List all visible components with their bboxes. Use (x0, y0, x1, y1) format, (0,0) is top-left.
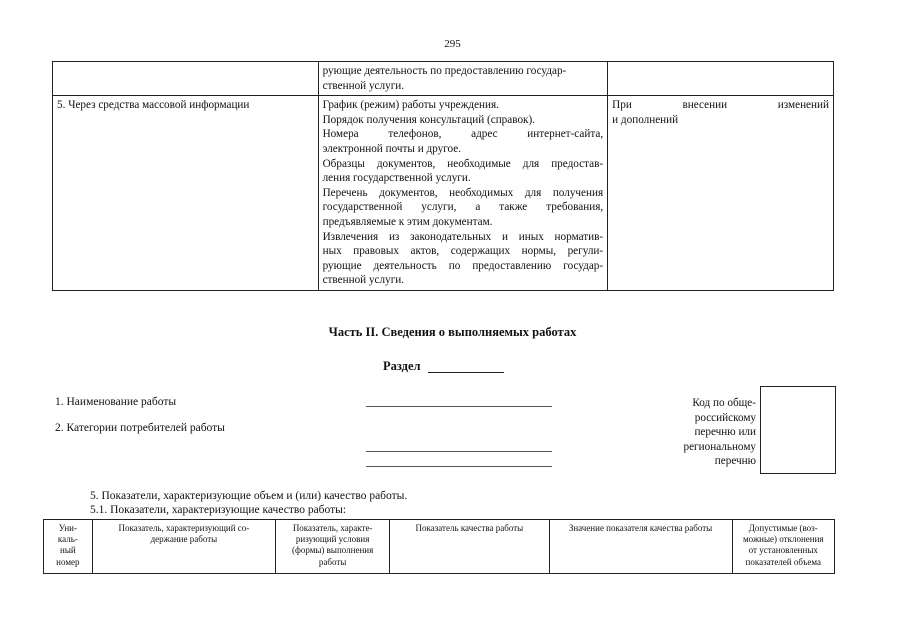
method-cell (53, 62, 319, 96)
section-label: Раздел (383, 359, 421, 373)
header-allowed-deviations: Допустимые (воз- можные) отклонения от установленных показателей объема (732, 520, 834, 574)
content-line: ственной услуги. (322, 79, 405, 92)
table-header-row (44, 520, 835, 574)
quality-table (43, 519, 835, 574)
code-label-line: перечню (714, 455, 756, 468)
header-quality-value: Значение показателя качества работы (549, 520, 732, 574)
consumer-categories-label: 2. Категории потребителей работы (55, 422, 225, 434)
content-line: электронной почты и другое. (322, 142, 462, 155)
content-line: Порядок получения консультаций (справок). (322, 113, 535, 126)
content-line: Номера телефонов, адрес интернет-сайта, (322, 128, 604, 141)
code-box (760, 386, 836, 474)
table-row (53, 96, 834, 291)
content-line: ственной услуги. (322, 274, 405, 287)
content-line: Перечень документов, необходимых для получения (322, 186, 604, 199)
table-row (53, 62, 834, 96)
code-label-line: российскому (694, 411, 756, 424)
frequency-cell (608, 62, 834, 96)
info-table (52, 61, 834, 291)
content-line: государственной услуги, а также требования, (322, 201, 604, 214)
content-line: рующие деятельность по предоставлению государ- (322, 259, 604, 272)
header-content-indicator: Показатель, характеризующий со- держание работы (92, 520, 275, 574)
header-unique-number: Уни- каль- ный номер (44, 520, 93, 574)
content-cell (318, 96, 608, 291)
content-line: Извлечения из законодательных и иных норматив- (322, 230, 604, 243)
quality-indicators-heading: 5.1. Показатели, характеризующие качество работы: (90, 504, 347, 516)
content-line: ления государственной услуги. (322, 172, 471, 185)
content-line: ных правовых актов, содержащих нормы, регули- (322, 245, 604, 258)
code-label-line: перечню или (694, 426, 756, 439)
frequency-line: При внесении изменений (612, 99, 829, 112)
consumer-categories-line (366, 451, 552, 452)
content-line: предъявляемые к этим документам. (322, 215, 493, 228)
content-cell (318, 62, 608, 96)
code-label-line: региональному (683, 440, 756, 453)
page-number: 295 (444, 38, 461, 50)
work-name-label: 1. Наименование работы (55, 396, 177, 408)
indicators-heading: 5. Показатели, характеризующие объем и (или) качество работы. (90, 490, 408, 502)
frequency-line: и дополнений (612, 113, 679, 126)
content-line: График (режим) работы учреждения. (322, 99, 499, 112)
code-label (658, 396, 756, 469)
content-line: Образцы документов, необходимые для предостав- (322, 157, 604, 170)
content-line: рующие деятельность по предоставлению государ- (322, 65, 567, 77)
code-label-line: Код по обще- (692, 397, 756, 409)
header-quality-indicator: Показатель качества работы (390, 520, 549, 574)
work-name-line (366, 406, 552, 407)
method-cell: 5. Через средства массовой информации (53, 96, 319, 291)
frequency-cell (608, 96, 834, 291)
consumer-categories-line (366, 466, 552, 467)
part-heading: Часть II. Сведения о выполняемых работах (328, 325, 577, 339)
section-number-line (428, 372, 504, 373)
header-conditions-indicator: Показатель, характе- ризующий условия (формы) выполнения работы (276, 520, 390, 574)
